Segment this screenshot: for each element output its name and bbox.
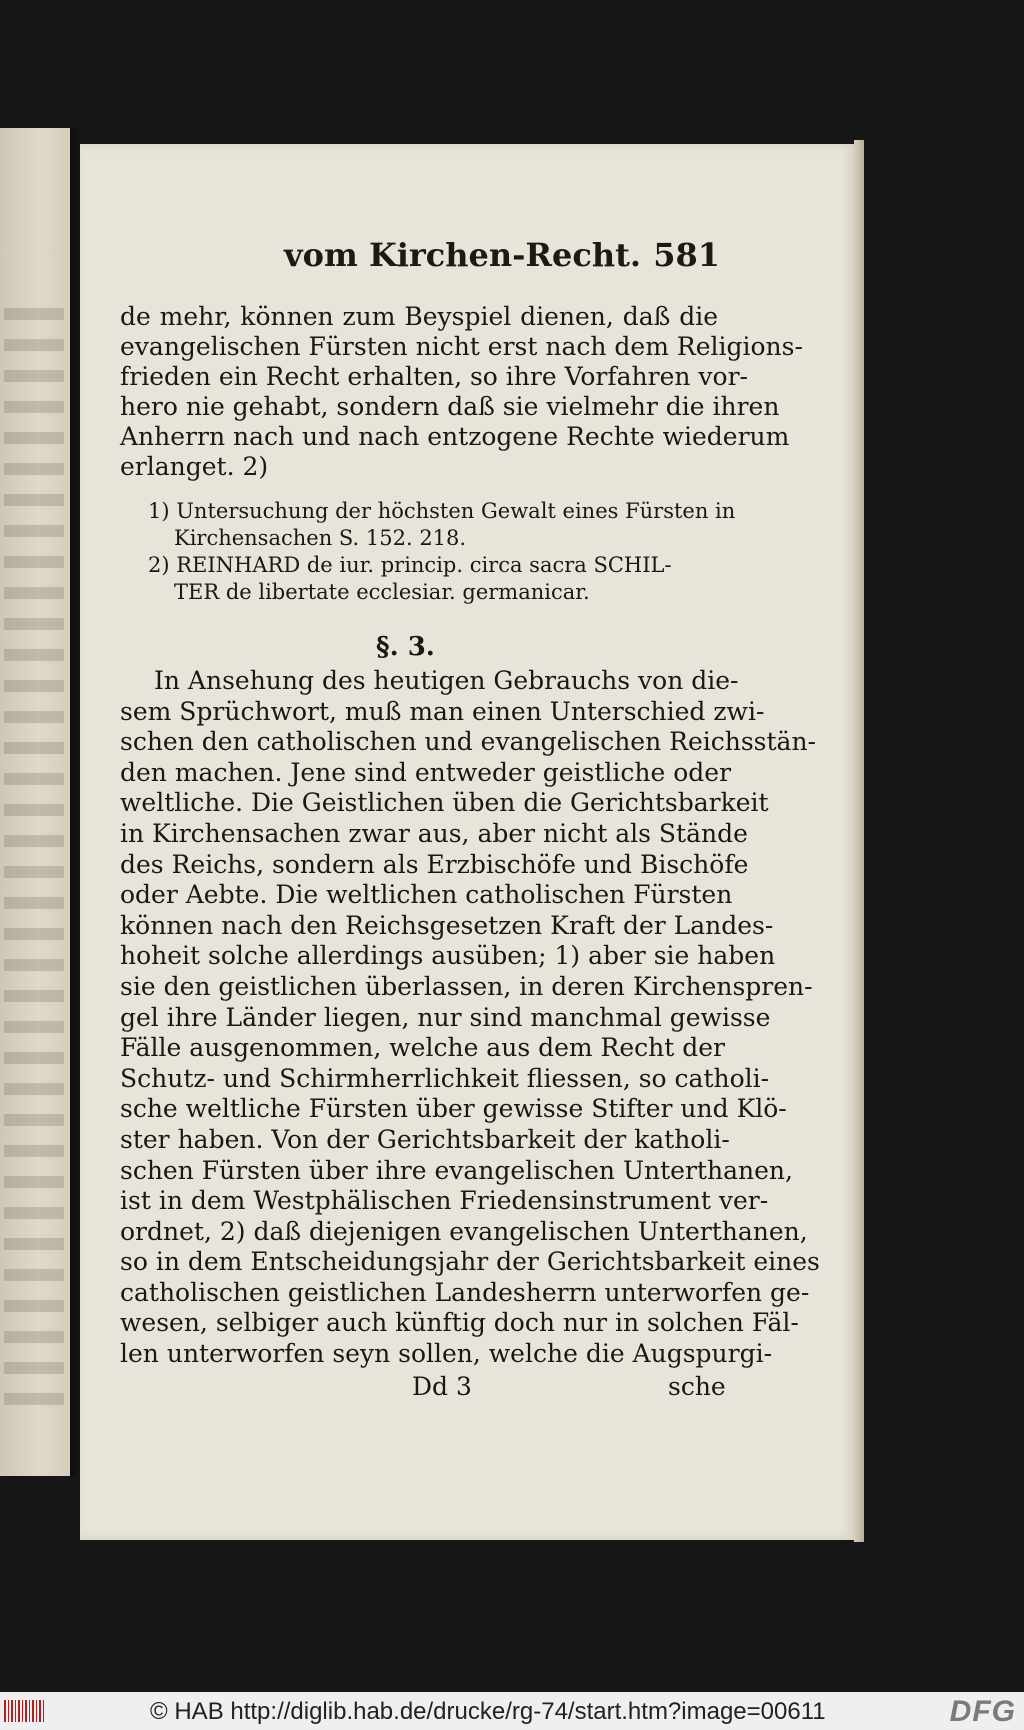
text-line: frieden ein Recht erhalten, so ihre Vorfahren vor- — [120, 362, 748, 391]
text-line: des Reichs, sondern als Erzbischöfe und Bischöfe — [120, 849, 749, 879]
footnote-line: TER de libertate ecclesiar. germanicar. — [174, 580, 590, 604]
barcode-icon — [4, 1700, 44, 1722]
text-line: weltliche. Die Geistlichen üben die Gerichtsbarkeit — [120, 788, 769, 818]
page-edge — [854, 140, 864, 1542]
signature-mark: Dd 3 — [412, 1372, 472, 1401]
footer-bar — [0, 1692, 1024, 1730]
text-line: so in dem Entscheidungsjahr der Gerichtsbarkeit eines — [120, 1247, 820, 1277]
gutter-shadow — [70, 128, 80, 1476]
text-line: schen Fürsten über ihre evangelischen Unterthanen, — [120, 1155, 793, 1185]
text-line: Anherrn nach und nach entzogene Rechte wiederum — [120, 422, 790, 451]
catchword: sche — [668, 1372, 726, 1401]
paragraph-1 — [120, 302, 803, 482]
text-line: sem Sprüchwort, muß man einen Unterschied zwi- — [120, 696, 765, 726]
footer-copyright-link[interactable]: © HAB http://diglib.hab.de/drucke/rg-74/start.htm?image=00611 — [150, 1698, 826, 1725]
text-line: ster haben. Von der Gerichtsbarkeit der katholi- — [120, 1124, 730, 1154]
footnote-line: Kirchensachen S. 152. 218. — [174, 526, 467, 550]
previous-page-strip — [0, 128, 70, 1476]
text-line: schen den catholischen und evangelischen Reichsstän- — [120, 727, 817, 757]
running-head — [200, 236, 720, 280]
text-line: Fälle ausgenommen, welche aus dem Recht der — [120, 1033, 726, 1063]
text-line: ist in dem Westphälischen Friedensinstrument ver- — [120, 1186, 769, 1216]
text-line: in Kirchensachen zwar aus, aber nicht als Stände — [120, 818, 748, 848]
text-line: können nach den Reichsgesetzen Kraft der Landes- — [120, 910, 774, 940]
running-title: vom Kirchen-Recht. — [284, 236, 642, 274]
text-line: Schutz- und Schirmherrlichkeit fliessen, so catholi- — [120, 1063, 770, 1093]
text-line: hoheit solche allerdings ausüben; 1) aber sie haben — [120, 941, 776, 971]
text-line: sche weltliche Fürsten über gewisse Stifter und Klö- — [120, 1094, 787, 1124]
text-line: gel ihre Länder liegen, nur sind manchmal gewisse — [120, 1002, 771, 1032]
paragraph-2 — [120, 666, 820, 1370]
text-line: erlanget. 2) — [120, 452, 269, 481]
section-mark: §. 3. — [376, 632, 435, 662]
text-line: oder Aebte. Die weltlichen catholischen Fürsten — [120, 880, 733, 910]
text-line: sie den geistlichen überlassen, in deren Kirchenspren- — [120, 971, 813, 1001]
footnote-line: 1) Untersuchung der höchsten Gewalt eines Fürsten in — [148, 499, 736, 523]
footnote-line: 2) REINHARD de iur. princip. circa sacra SCHIL- — [148, 553, 672, 577]
text-line: hero nie gehabt, sondern daß sie vielmehr die ihren — [120, 392, 780, 421]
text-line: evangelischen Fürsten nicht erst nach dem Religions- — [120, 332, 803, 361]
text-line: len unterworfen seyn sollen, welche die Augspurgi- — [120, 1339, 773, 1369]
footnotes — [120, 498, 736, 606]
dfg-logo: DFG — [949, 1695, 1016, 1728]
text-line: de mehr, können zum Beyspiel dienen, daß die — [120, 302, 718, 331]
page-number: 581 — [653, 236, 720, 274]
text-line: In Ansehung des heutigen Gebrauchs von die- — [154, 666, 739, 695]
text-line: catholischen geistlichen Landesherrn unterworfen ge- — [120, 1277, 810, 1307]
text-line: den machen. Jene sind entweder geistliche oder — [120, 757, 732, 787]
previous-page-text-bleed — [4, 308, 64, 1408]
text-line: wesen, selbiger auch künftig doch nur in solchen Fäl- — [120, 1308, 799, 1338]
text-line: ordnet, 2) daß diejenigen evangelischen Unterthanen, — [120, 1216, 808, 1246]
